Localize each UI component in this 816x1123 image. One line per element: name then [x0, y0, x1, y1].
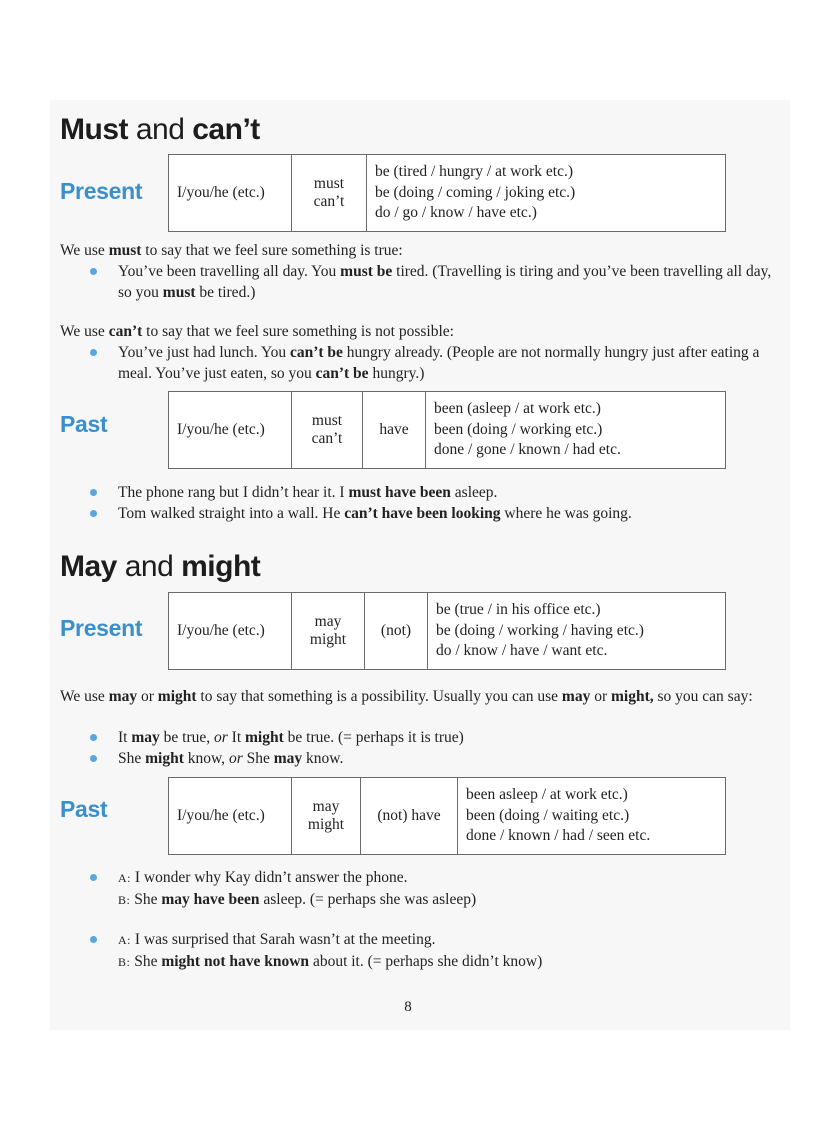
aux-cell: have: [363, 392, 426, 469]
aux-cell: (not) have: [361, 778, 458, 855]
modal-word: can’t: [311, 430, 343, 447]
verb-line: do / know / have / want etc.: [436, 642, 608, 660]
verb-line: do / go / know / have etc.): [375, 204, 537, 222]
modal-word: may: [312, 798, 340, 815]
text-run: You’ve been travelling all day. You: [118, 263, 341, 280]
example-bullet: [90, 727, 780, 748]
text-run: must: [162, 284, 196, 301]
text-run: or: [214, 729, 228, 746]
text-run: can’t be: [315, 365, 369, 382]
title-word: Must: [60, 113, 128, 146]
text-run: may: [561, 688, 591, 705]
text-run: can’t be: [289, 344, 343, 361]
form-table-may-past: [168, 777, 726, 855]
subject-cell: I/you/he (etc.): [169, 392, 292, 469]
text-run: It: [118, 729, 132, 746]
explanation-paragraph: [60, 321, 775, 342]
text-run: or: [137, 688, 158, 705]
section-title-must-cant: [60, 113, 260, 147]
text-run: to say that we feel sure something is true:: [141, 242, 403, 259]
text-run: know,: [183, 750, 229, 767]
text-run: may have been: [161, 891, 260, 908]
speaker-a: A:: [118, 933, 131, 947]
text-run: to say that we feel sure something is not possible:: [142, 323, 454, 340]
modal-word: must: [311, 412, 343, 429]
bullet-dot-icon: [90, 489, 97, 496]
explanation-paragraph: [60, 686, 775, 707]
title-word: might: [181, 550, 261, 583]
past-label: Past: [60, 796, 108, 822]
modal-word: might: [307, 816, 345, 833]
bullet-dot-icon: [90, 874, 97, 881]
text-run: or: [590, 688, 611, 705]
subject-cell: I/you/he (etc.): [169, 155, 292, 232]
speaker-b: B:: [118, 955, 131, 969]
text-run: might: [245, 729, 284, 746]
verb-cell: [367, 155, 726, 232]
text-run: must be: [340, 263, 393, 280]
bullet-dot-icon: [90, 734, 97, 741]
modal-word: might: [309, 631, 347, 648]
form-table-must-past: [168, 391, 726, 469]
bullet-dot-icon: [90, 510, 97, 517]
text-run: or: [228, 750, 243, 767]
modal-cell: [292, 593, 365, 670]
text-run: be tired.): [195, 284, 256, 301]
verb-cell: [428, 593, 726, 670]
explanation-paragraph: [60, 240, 775, 261]
verb-line: done / gone / known / had etc.: [434, 441, 621, 459]
text-run: might: [145, 750, 184, 767]
bullet-dot-icon: [90, 268, 97, 275]
text-run: It: [227, 729, 246, 746]
text-run: asleep. (= perhaps she was asleep): [259, 891, 477, 908]
text-run: You’ve just had lunch. You: [118, 344, 290, 361]
text-run: I wonder why Kay didn’t answer the phone.: [131, 869, 408, 886]
text-run: know.: [302, 750, 344, 767]
text-run: She: [118, 750, 146, 767]
subject-cell: I/you/he (etc.): [169, 778, 292, 855]
title-word: May: [60, 550, 117, 583]
text-run: The phone rang but I didn’t hear it. I: [118, 484, 349, 501]
modal-word: must: [313, 175, 345, 192]
modal-word: can’t: [313, 193, 345, 210]
text-run: must: [108, 242, 142, 259]
text-run: hungry.): [368, 365, 425, 382]
speaker-a: A:: [118, 871, 131, 885]
verb-line: done / known / had / seen etc.: [466, 827, 651, 845]
text-run: She: [242, 750, 274, 767]
text-run: may: [131, 729, 160, 746]
text-run: hungry already. (People are not normally hungry just after eating a meal. You’ve just eaten, so you: [118, 344, 760, 382]
bullet-dot-icon: [90, 349, 97, 356]
text-run: be true,: [159, 729, 214, 746]
text-run: asleep.: [450, 484, 498, 501]
example-bullet: [90, 748, 780, 769]
text-run: to say that something is a possibility. Usually you can use: [196, 688, 562, 705]
present-label: Present: [60, 615, 143, 641]
modal-cell: [292, 392, 363, 469]
negation-cell: (not): [365, 593, 428, 670]
text-run: She: [130, 891, 162, 908]
verb-line: be (doing / working / having etc.): [436, 621, 644, 639]
text-run: We use: [60, 323, 109, 340]
text-run: can’t have been looking: [344, 505, 501, 522]
text-run: We use: [60, 242, 109, 259]
verb-cell: [458, 778, 726, 855]
verb-line: be (tired / hungry / at work etc.): [375, 163, 573, 181]
example-bullet: [90, 261, 780, 303]
text-run: where he was going.: [500, 505, 632, 522]
verb-cell: [426, 392, 726, 469]
bullet-dot-icon: [90, 936, 97, 943]
present-label: Present: [60, 178, 143, 204]
text-run: might not have known: [161, 953, 310, 970]
form-table-must-present: [168, 154, 726, 232]
title-word: and: [124, 550, 174, 583]
dialogue-bullet: [90, 929, 780, 973]
section-title-may-might: [60, 550, 260, 584]
text-run: may: [108, 688, 138, 705]
verb-line: be (doing / coming / joking etc.): [375, 183, 576, 201]
subject-cell: I/you/he (etc.): [169, 593, 292, 670]
title-word: can’t: [192, 113, 260, 146]
text-run: Tom walked straight into a wall. He: [118, 505, 345, 522]
verb-line: be (true / in his office etc.): [436, 601, 601, 619]
verb-line: been (doing / waiting etc.): [466, 806, 630, 824]
text-run: might: [157, 688, 197, 705]
text-run: must have been: [348, 484, 451, 501]
example-bullet: [90, 342, 780, 384]
text-run: She: [130, 953, 162, 970]
example-bullet: [90, 503, 780, 524]
modal-cell: [292, 778, 361, 855]
page-number: 8: [404, 999, 412, 1015]
bullet-dot-icon: [90, 755, 97, 762]
text-run: might,: [611, 688, 654, 705]
verb-line: been (asleep / at work etc.): [434, 400, 601, 418]
text-run: tired. (Travelling is tiring and you’ve been travelling all day, so you: [118, 263, 772, 301]
dialogue-bullet: [90, 867, 780, 911]
form-table-may-present: [168, 592, 726, 670]
modal-word: may: [314, 613, 342, 630]
text-run: can’t: [108, 323, 143, 340]
modal-cell: [292, 155, 367, 232]
verb-line: been (doing / working etc.): [434, 420, 603, 438]
text-run: about it. (= perhaps she didn’t know): [309, 953, 543, 970]
example-bullet: [90, 482, 780, 503]
text-run: I was surprised that Sarah wasn’t at the meeting.: [131, 931, 436, 948]
text-run: may: [273, 750, 303, 767]
speaker-b: B:: [118, 893, 131, 907]
text-run: We use: [60, 688, 109, 705]
text-run: so you can say:: [653, 688, 753, 705]
verb-line: been asleep / at work etc.): [466, 786, 628, 804]
title-word: and: [135, 113, 185, 146]
text-run: be true. (= perhaps it is true): [283, 729, 464, 746]
past-label: Past: [60, 411, 108, 437]
